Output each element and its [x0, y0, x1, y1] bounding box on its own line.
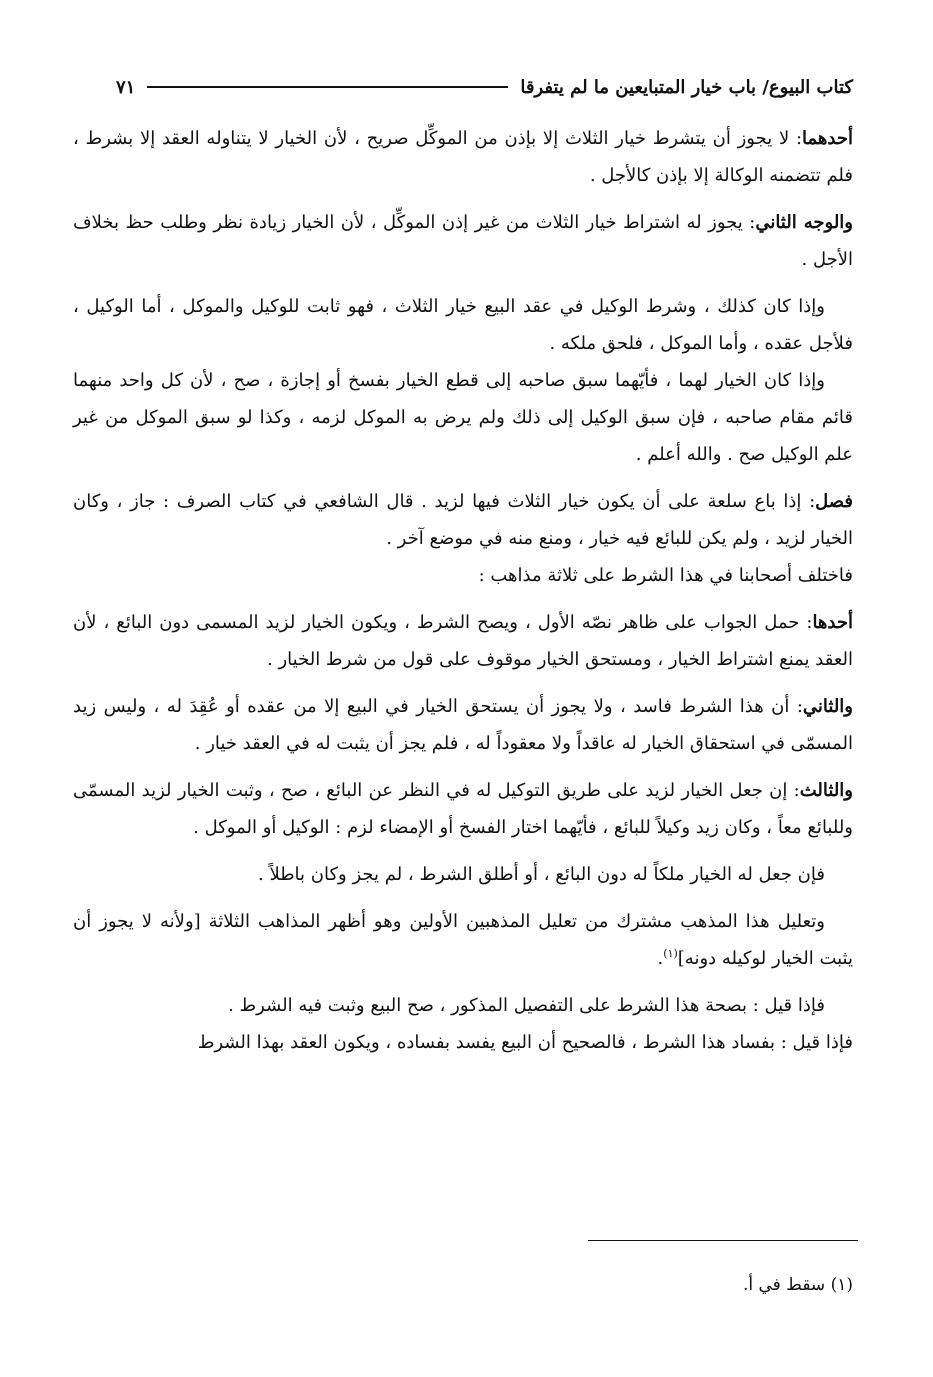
paragraph: [73, 362, 853, 473]
paragraph-text: فاختلف أصحابنا في هذا الشرط على ثلاثة مذاهب :: [478, 565, 853, 586]
paragraph-end: .: [657, 948, 664, 969]
paragraph-text: وإذا كان كذلك ، وشرط الوكيل في عقد البيع خيار الثلاث ، فهو ثابت للوكيل والموكل ، أما الوكيل ، فلأجل عقده ، وأما الموكل ، فلحق ملكه .: [73, 296, 853, 354]
paragraph-lead: أحدهما: [802, 128, 853, 149]
paragraph-text: : يجوز له اشتراط خيار الثلاث من غير إذن الموكِّل ، لأن الخيار زيادة نظر وطلب حظ بخلاف الأجل .: [73, 212, 853, 270]
header-rule: [147, 86, 508, 88]
paragraph-text: : حمل الجواب على ظاهر نصّه الأول ، ويصح الشرط ، ويكون الخيار لزيد المسمى دون البائع ، لأن العقد يمنع اشتراط الخيار ، ومستحق الخيار موقوف على قول من شرط الخيار .: [73, 612, 853, 670]
footnote: [743, 1270, 853, 1300]
paragraph: [73, 120, 853, 194]
running-header: [116, 70, 853, 104]
paragraph-text: فإذا قيل : بفساد هذا الشرط ، فالصحيح أن البيع يفسد بفساده ، ويكون العقد بهذا الشرط: [197, 1032, 853, 1053]
footnote-separator: [588, 1240, 858, 1241]
paragraph: [73, 288, 853, 362]
paragraph: [73, 856, 853, 893]
paragraph-text: وإذا كان الخيار لهما ، فأيّهما سبق صاحبه إلى قطع الخيار بفسخ أو إجازة ، صح ، لأن كل واحد منهما قائم مقام صاحبه ، فإن سبق الوكيل إلى ذلك ولم يرض به الموكل لزمه ، وكذا لو سبق الموكل من غير علم الوكيل صح . والله أعلم .: [73, 370, 853, 465]
paragraph: [73, 483, 853, 557]
paragraph-text: : إن جعل الخيار لزيد على طريق التوكيل له في النظر عن البائع ، صح ، وثبت الخيار لزيد المسمّى وللبائع معاً ، وكان زيد وكيلاً للبائع ، فأيّهما اختار الفسخ أو الإمضاء لزم : الوكيل أو الموكل .: [73, 780, 853, 838]
paragraph: [73, 772, 853, 846]
paragraph-text: فإذا قيل : بصحة هذا الشرط على التفصيل المذكور ، صح البيع وثبت فيه الشرط .: [228, 995, 825, 1016]
footnote-marker: (١): [830, 1275, 853, 1295]
paragraph-text: وتعليل هذا المذهب مشترك من تعليل المذهبين الأولين وهو أظهر المذاهب الثلاثة [ولأنه لا يجوز أن يثبت الخيار لوكيله دونه]: [73, 911, 853, 969]
paragraph-lead: والوجه الثاني: [755, 212, 853, 233]
paragraph-lead: والثاني: [802, 696, 853, 717]
footnote-text: سقط في أ.: [742, 1275, 826, 1295]
paragraph: [73, 987, 853, 1024]
paragraph: [73, 1024, 853, 1061]
paragraph-text: : أن هذا الشرط فاسد ، ولا يجوز أن يستحق الخيار في البيع إلا من عقده أو عُقِدَ له ، وليس زيد المسمّى في استحقاق الخيار له عاقداً ولا معقوداً له ، فلم يجز أن يثبت له في العقد خيار .: [73, 696, 853, 754]
page-number: ٧١: [116, 76, 136, 98]
paragraph: [73, 604, 853, 678]
paragraph: [73, 688, 853, 762]
paragraph: [73, 204, 853, 278]
running-title: كتاب البيوع/ باب خيار المتبايعين ما لم يتفرقا: [520, 76, 853, 98]
footnote-reference[interactable]: (١): [663, 947, 678, 960]
paragraph-text: : إذا باع سلعة على أن يكون خيار الثلاث فيها لزيد . قال الشافعي في كتاب الصرف : جاز ، وكان الخيار لزيد ، ولم يكن للبائع فيه خيار ، ومنع منه في موضع آخر .: [73, 491, 853, 549]
paragraph-text: فإن جعل له الخيار ملكاً له دون البائع ، أو أطلق الشرط ، لم يجز وكان باطلاً .: [258, 864, 825, 885]
paragraph-lead: فصل: [815, 491, 853, 512]
body-text: [73, 120, 853, 1071]
paragraph: [73, 903, 853, 977]
paragraph-text: : لا يجوز أن يتشرط خيار الثلاث إلا بإذن من الموكِّل صريح ، لأن الخيار لا يتناوله العقد إلا بشرط ، فلم تتضمنه الوكالة إلا بإذن كالأجل .: [73, 128, 853, 186]
paragraph-lead: والثالث: [799, 780, 854, 801]
paragraph: [73, 557, 853, 594]
paragraph-lead: أحدها: [812, 612, 853, 633]
